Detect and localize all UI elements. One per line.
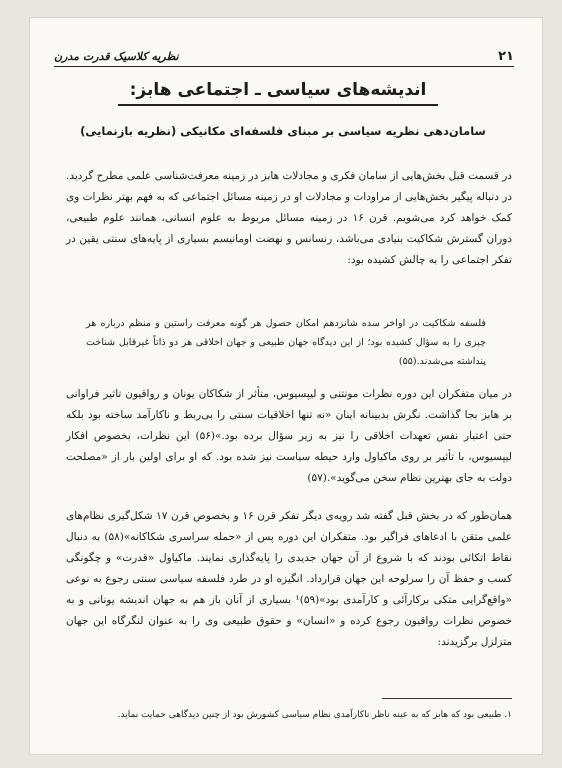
body-paragraph-3: همان‌طور که در بخش قبل گفته شد رویه‌ی دیگر تفکر قرن ۱۶ و بخصوص قرن ۱۷ شکل‌گیری نظام‌های علمی متقن با ادعاهای فراگیر بود. متفکران این دوره پس از «حمله سراسری شکاکانه»(۵۸) به دنبال نقاط اتکائی بودند که با شروع از آن جهان جدیدی را پایه‌گذاری نمایند. ماکیاول «قدرت» و چگونگی کسب و حفظ آن را سرلوحه این جهان قرارداد. انگیزه او در طرد فلسفه سیاسی سنتی رجوع به نوعی «واقع‌گرایی متکی برکارآئی و کارآمدی بود»(۵۹)¹ بسیاری از آنان باز هم به جهان اندیشه یونانی و به خصوص نظرات رواقیون رجوع کرده و «انسان» و حقوق طبیعی وی را به عنوان لنگرگاه این جهان متزلزل برگزیدند: [66,510,513,648]
section-heading: اندیشه‌های سیاسی ـ اجتماعی هابز: [118,80,438,106]
body-paragraph-1: در قسمت قبل بخش‌هایی از سامان فکری و مجادلات هابز در زمینه معرفت‌شناسی علمی مطرح گردید. در دنباله پیگیر بخش‌هایی از مراودات و مجادلات او در زمینه مسائل اجتماعی که به فهم بهتر نظرات وی کمک خواهد کرد می‌شویم. قرن ۱۶ در زمینه مسائل مربوط به علوم انسانی، همانند علوم طبیعی، دوران گسترش شکاکیت بنیادی می‌باشد، رنسانس و نهضت اومانیسم بسیاری از پایه‌های سنتی یقین در تفکر اجتماعی را به چالش کشیده بود: [66,170,512,266]
running-title: نظریه کلاسیک قدرت مدرن [54,50,179,63]
footnote: ۱. طبیعی بود که هابز که به عینه ناظر ناکارآمدی نظام سیاسی کشورش بود از چنین دیدگاهی حمایت نماید. [117,710,512,720]
footnote-divider [382,698,512,699]
body-paragraph-2: در میان متفکران این دوره نظرات مونتنی و لیپسیوس، متأثر از شکاکان یونان و رواقیون تاثیر فراوانی بر هابز بجا گذاشت. نگرش بدبینانه اینان «نه تنها اخلاقیات سنتی را بی‌ربط و ناکارآمد ساخته بود بلکه حتی اعتبار نفس تعهدات اخلاقی را نیز به زیر سؤال برده بود.»(۵۶) این نظرات، بخصوص افکار لیپسیوس، با تأثیر بر روی ماکیاول وارد حیطه سیاست نیز شده بود. که او برای اولین بار از «مصلحت دولت به جای بهترین نظام سخن می‌گوید».(۵۷) [66,388,512,484]
book-page [30,18,542,754]
running-head [54,44,514,67]
page-number: ۲۱ [498,49,514,64]
block-quote: فلسفه شکاکیت در اواخر سده شانزدهم امکان حصول هر گونه معرفت راستین و منظم درباره هر چیزی را به سؤال کشیده بود؛ از این دیدگاه جهان طبیعی و جهان اخلاقی هر دو ذاتاً غیرقابل شناخت پنداشته می‌شدند.(۵۵) [86,318,486,367]
section-subheading: سامان‌دهی نظریه سیاسی بر مبنای فلسفه‌ای مکانیکی (نظریه بازنمایی) [80,124,486,138]
